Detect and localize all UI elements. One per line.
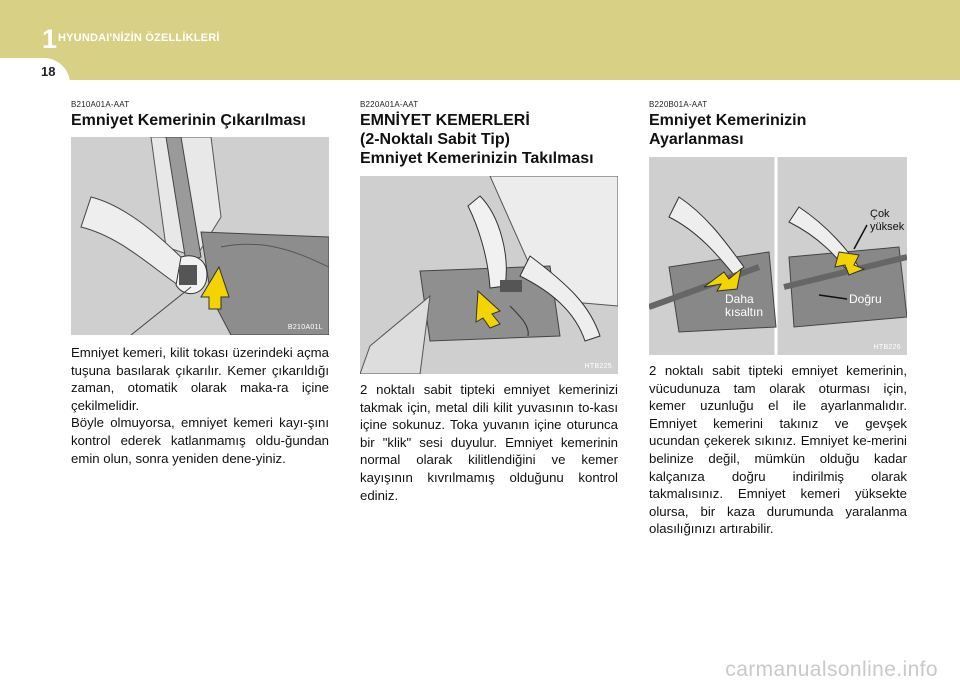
section-body [360, 381, 618, 504]
section-title-line: Ayarlanması [649, 131, 744, 148]
callout-too-high [870, 208, 904, 234]
figure-adjusting-belt [649, 157, 907, 355]
chapter-header-band [0, 0, 960, 80]
paragraph: 2 noktalı sabit tipteki emniyet kemerinizi takmak için, metal dili kilit yuvasının to-kası içine sokunuz. Toka yuvanın içine oturunca bir "klik" sesi duyulur. Emniyet kemerinin normal olarak kilitlendiğini ve kemer kayışının kıvrılmamış olduğunu kontrol ediniz. [360, 382, 618, 503]
chapter-title: HYUNDAI'NİZİN ÖZELLİKLERİ [58, 32, 220, 44]
figure-code: HTB226 [873, 344, 901, 351]
section-subtitle-line: (2-Noktalı Sabit Tip) [360, 131, 510, 148]
section-body [649, 362, 907, 538]
callout-line: Çok [870, 208, 890, 220]
section-code: B220A01A-AAT [360, 100, 419, 109]
section-title-line: EMNİYET KEMERLERİ [360, 112, 530, 129]
callout-line: kısaltın [725, 305, 764, 319]
callout-correct: Doğru [849, 292, 882, 306]
callout-line: yüksek [870, 221, 905, 233]
section-removing-belt [71, 100, 329, 130]
chapter-number: 1 [42, 24, 58, 54]
section-title-line: Emniyet Kemerinizin [649, 112, 807, 129]
figure-code: HTB225 [584, 363, 612, 370]
section-body [71, 344, 329, 467]
section-adjusting-belt [649, 100, 907, 149]
section-code: B220B01A-AAT [649, 100, 708, 109]
figure-fastening-belt [360, 176, 618, 374]
figure-removing-belt [71, 137, 329, 335]
illustration-belt-buckle [360, 176, 618, 374]
callout-shorten [725, 293, 763, 319]
section-fastening-belt [360, 100, 618, 168]
paragraph: Böyle olmuyorsa, emniyet kemeri kayı-şını kontrol ederek katlanmamış oldu-ğundan emin olun, sonra yeniden dene-yiniz. [71, 415, 329, 466]
section-code: B210A01A-AAT [71, 100, 130, 109]
paragraph: Emniyet kemeri, kilit tokası üzerindeki açma tuşuna basılarak çıkarılır. Kemer çıkarıldığı zaman, otomatik olarak maka-ra içine çekilmelidir. [71, 345, 329, 413]
page-number-tab [0, 58, 70, 84]
figure-code: B210A01L [287, 324, 323, 331]
illustration-belt-release [71, 137, 329, 335]
illustration-belt-adjust [649, 157, 907, 355]
section-title: Emniyet Kemerinin Çıkarılması [71, 112, 306, 129]
section-title-line: Emniyet Kemerinizin Takılması [360, 150, 594, 167]
page-number: 18 [41, 64, 56, 79]
watermark: carmanualsonline.info [725, 658, 938, 681]
callout-line: Daha [725, 292, 754, 306]
paragraph: 2 noktalı sabit tipteki emniyet kemerinin, vücudunuza tam olarak oturması için, kemer uzunluğu el ile ayarlanmalıdır. Emniyet kemerini takınız ve gevşek ucundan çekerek sıkınız. Emniyet ke-merini belinize değil, mümkün olduğu kadar kalçanıza doğru indirilmiş olarak takmalısınız. Emniyet kemeri yüksekte olursa, bir kaza durumunda yaralanma olasılığınızı artırabilir. [649, 363, 907, 537]
